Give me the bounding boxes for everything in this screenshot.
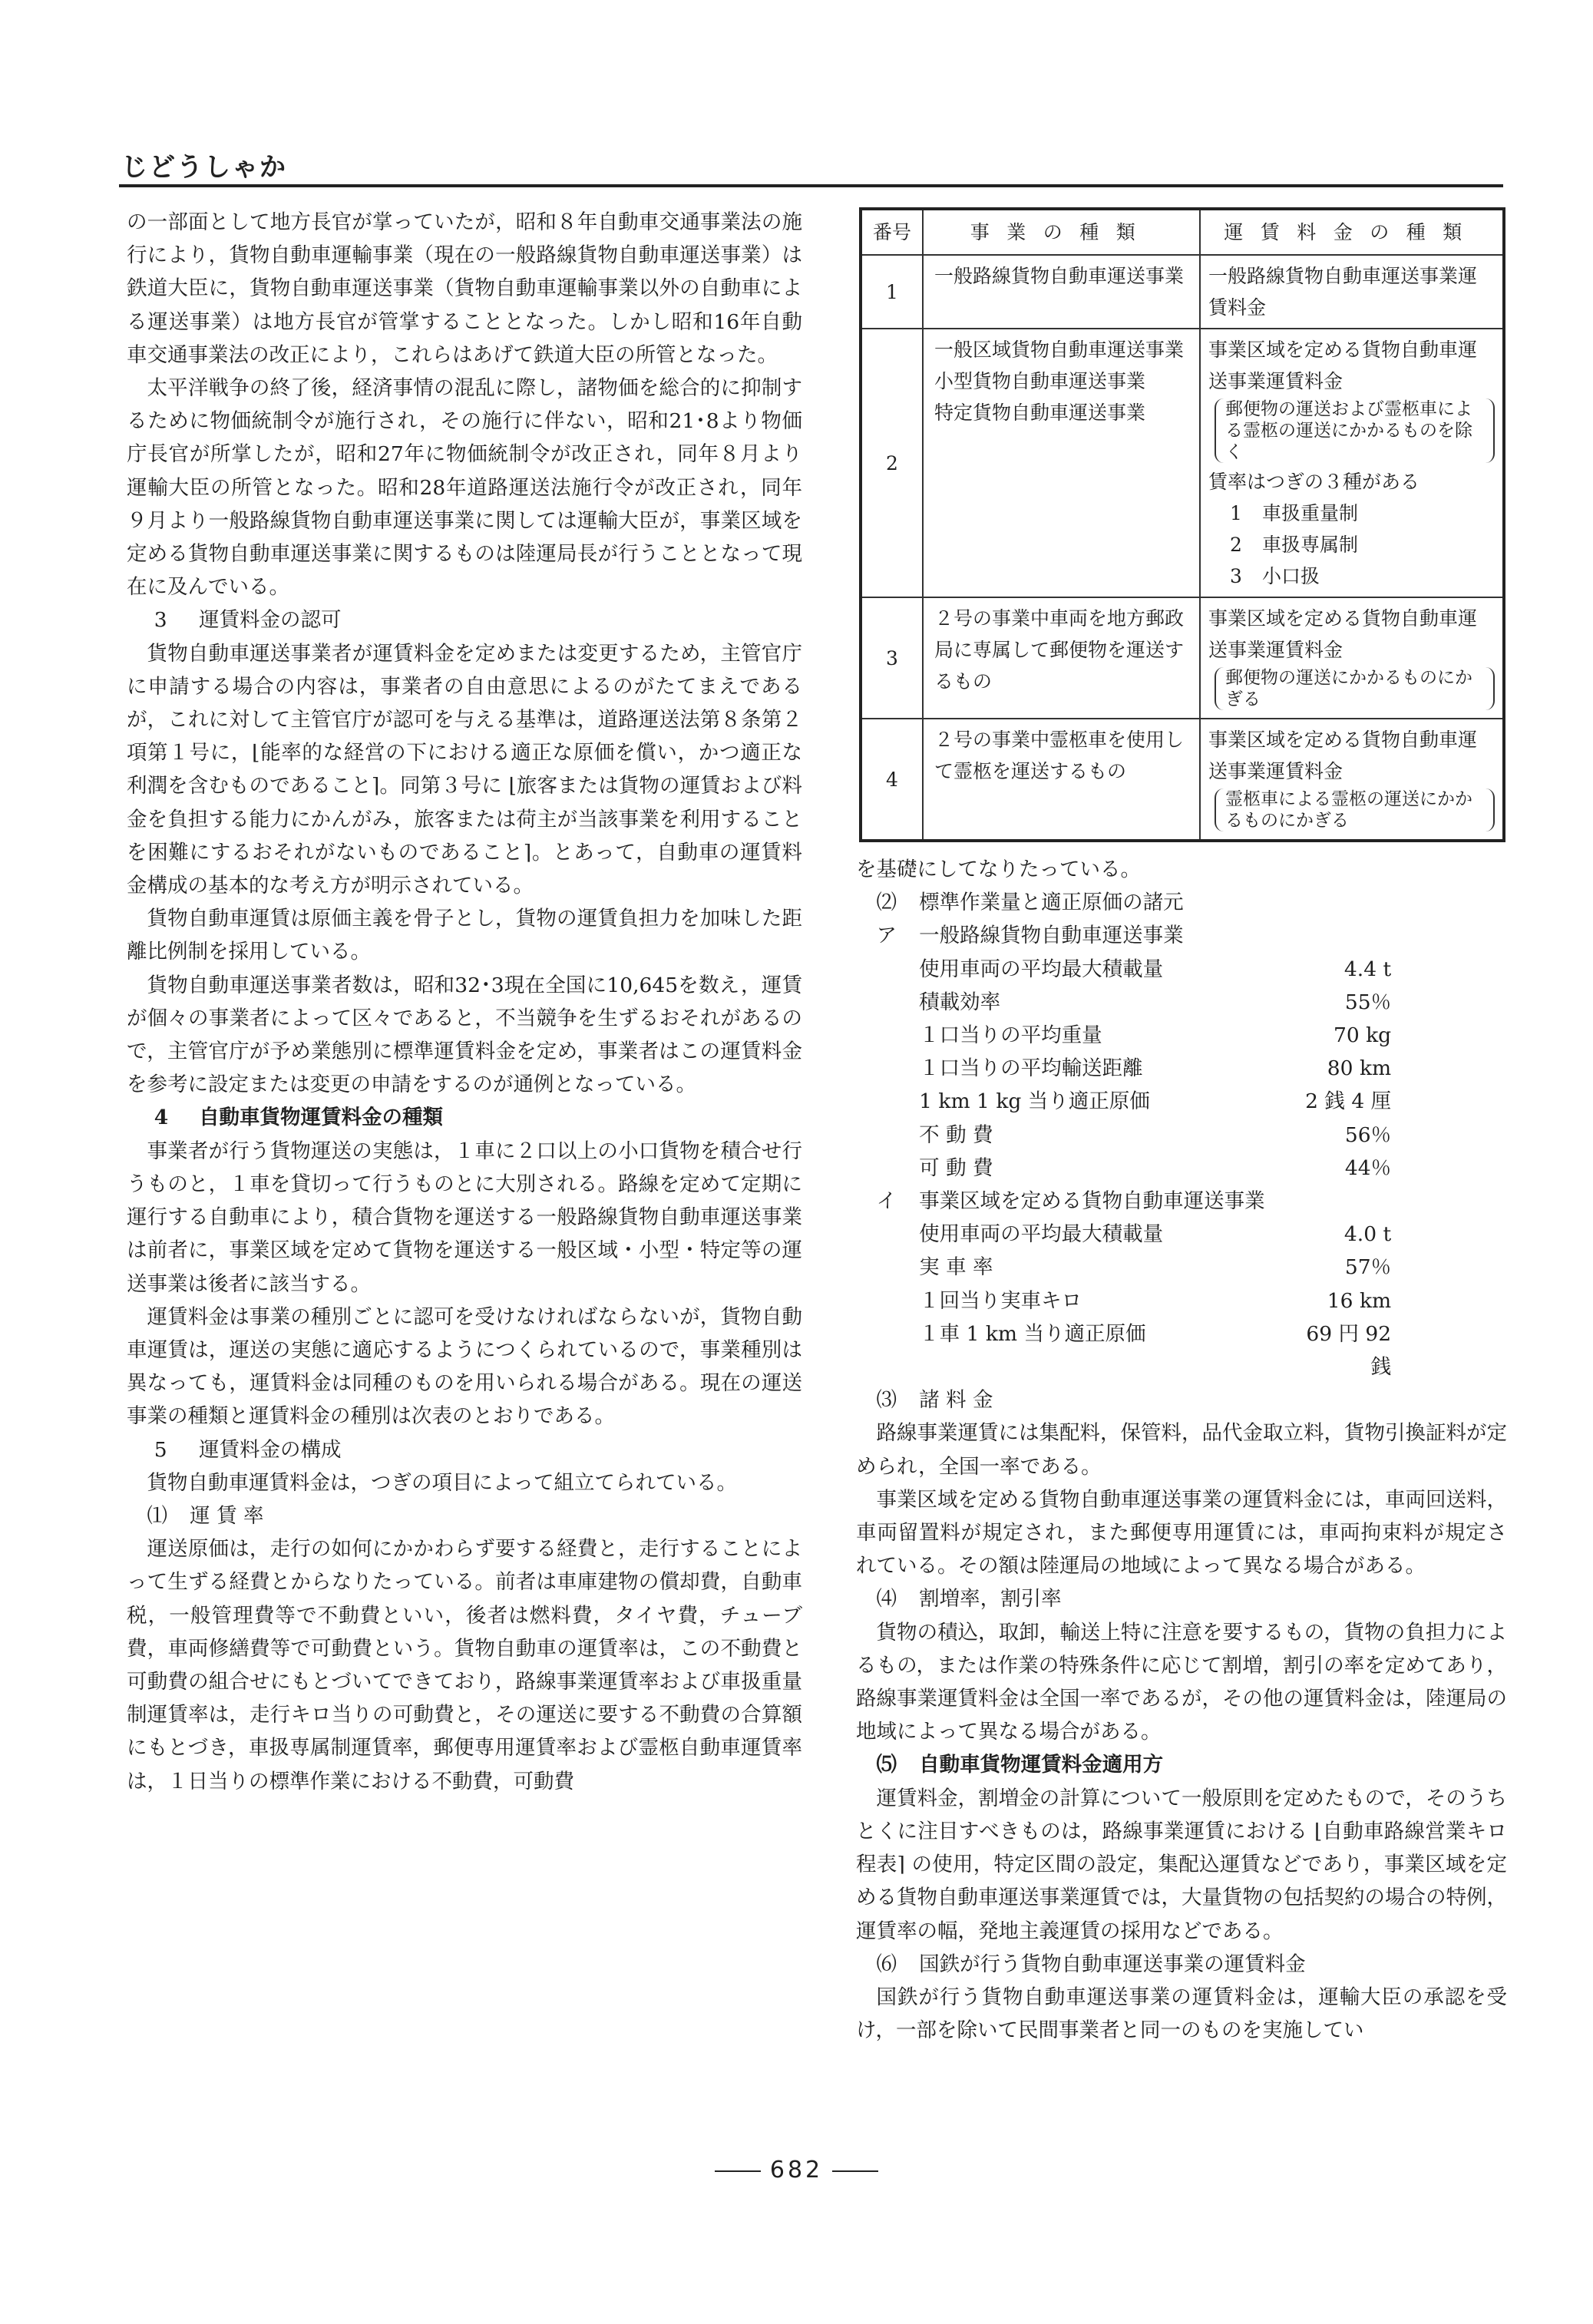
spec-row xyxy=(856,1218,1507,1251)
rate-item xyxy=(1230,529,1495,560)
spec-label: １口当りの平均重量 xyxy=(919,1023,1102,1048)
subsection-title: 諸 料 金 xyxy=(919,1388,993,1413)
paragraph: 国鉄が行う貨物自動車運送事業の運賃料金は，運輸大臣の承認を受け，一部を除いて民間事業者と同一のものを実施してい xyxy=(856,1985,1507,2043)
paragraph: を基礎にしてなりたっている。 xyxy=(856,858,1141,881)
spec-value: 80 km xyxy=(1327,1056,1392,1081)
section-heading xyxy=(127,603,802,636)
spec-row xyxy=(856,1052,1507,1085)
rates-intro: 賃率はつぎの３種がある xyxy=(1208,471,1420,493)
fare-type: 事業区域を定める貨物自動車運送事業運賃料金 xyxy=(1208,729,1478,782)
spec-value: 16 km xyxy=(1327,1288,1392,1313)
fare-note: 郵便物の運送にかかるものにかぎる xyxy=(1215,667,1495,710)
spec-label: １回当り実車キロ xyxy=(919,1288,1082,1313)
rate-label: 車扱専属制 xyxy=(1262,534,1359,556)
business-type: ２号の事業中車両を地方郵政局に専属して郵便物を運送するもの xyxy=(934,607,1185,693)
paragraph: 貨物自動車運送事業者が運賃料金を定めまたは変更するため，主管官庁に申請する場合の内容は，事業者の自由意思によるのがたてまえであるが，これに対して主管官庁が認可を与える基準は，道路運送法第８条第２項第１号に，⌊能率的な経営の下における適正な原価を償い，かつ適正な利潤を含むものであること⌉。同第３号に ⌊旅客または貨物の運賃および料金を負担する能力にかんがみ，旅客または荷主が当該事業を利用することを困難にするおそれがないものであること⌉。とあって，自動車の運賃料金構成の基本的な考え方が明示されている。 xyxy=(127,641,802,898)
spec-row xyxy=(856,1284,1507,1317)
rate-number: 2 xyxy=(1230,534,1242,556)
subsection-number: ⑶ xyxy=(876,1388,897,1413)
spec-row xyxy=(856,953,1507,986)
item-label: イ xyxy=(876,1189,897,1214)
fare-note: 霊柩車による霊柩の運送にかかるものにかぎる xyxy=(1215,788,1495,831)
rate-label: 小口扱 xyxy=(1262,565,1320,587)
business-type: ２号の事業中霊柩車を使用して霊柩を運送するもの xyxy=(934,729,1185,782)
subsection-number: ⑹ xyxy=(876,1952,897,1976)
running-title: じどうしゃか xyxy=(121,152,287,183)
section-title: 自動車貨物運賃料金の種類 xyxy=(199,1106,444,1130)
business-type: 一般区域貨物自動車運送事業 xyxy=(934,339,1185,361)
page-footer xyxy=(0,2157,1593,2184)
section-heading xyxy=(127,1101,802,1134)
spec-row xyxy=(856,1251,1507,1284)
spec-label: 1 km 1 kg 当り適正原価 xyxy=(919,1089,1150,1114)
spec-label: １車 1 km 当り適正原価 xyxy=(919,1321,1146,1346)
fare-type: 一般路線貨物自動車運送事業運賃料金 xyxy=(1208,265,1478,319)
section-heading xyxy=(127,1433,802,1466)
row-number: 1 xyxy=(861,255,923,329)
subsection-number: ⑷ xyxy=(876,1587,897,1612)
spec-row xyxy=(856,1085,1507,1118)
paragraph: 貨物自動車運送事業者数は，昭和32･3現在全国に10,645を数え，運賃が個々の事業者によって区々であると，不当競争を生ずるおそれがあるので，主管官庁が予め業態別に標準運賃料金を定め，事業者はこの運賃料金を参考に設定または変更の申請をするのが通例となっている。 xyxy=(127,973,802,1097)
subsection-heading xyxy=(856,886,1507,919)
business-type-cell xyxy=(923,255,1200,329)
business-type-cell xyxy=(923,719,1200,841)
column-header-business-type: 事業の種類 xyxy=(923,209,1200,255)
paragraph: 事業区域を定める貨物自動車運送事業の運賃料金には，車両回送料，車両留置料が規定され，また郵便専用運賃には，車両拘束料が規定されている。その額は陸運局の地域によって異なる場合がある。 xyxy=(856,1487,1507,1579)
subsection-number: ⑸ xyxy=(876,1753,897,1777)
spec-label: 可 動 費 xyxy=(919,1155,993,1180)
item-label: ア xyxy=(876,924,897,948)
fare-type-cell xyxy=(1200,597,1504,719)
spec-label: 不 動 費 xyxy=(919,1122,993,1147)
subsection-title: 自動車貨物運賃料金適用方 xyxy=(919,1753,1164,1777)
paragraph: 貨物自動車運賃は原価主義を骨子とし，貨物の運賃負担力を加味した距離比例制を採用している。 xyxy=(127,907,802,964)
spec-value: 57％ xyxy=(1344,1255,1392,1280)
spec-label: 使用車両の平均最大積載量 xyxy=(919,957,1164,981)
item-title: 一般路線貨物自動車運送事業 xyxy=(919,924,1184,948)
spec-value: 44％ xyxy=(1344,1155,1392,1180)
business-type: 小型貨物自動車運送事業 xyxy=(934,370,1146,392)
row-number: 3 xyxy=(861,597,923,719)
spec-row xyxy=(856,1119,1507,1152)
business-type-cell xyxy=(923,597,1200,719)
spec-label: １口当りの平均輸送距離 xyxy=(919,1056,1143,1081)
item-heading xyxy=(856,919,1507,952)
dash-rule xyxy=(832,2170,878,2172)
subsection-heading xyxy=(127,1499,802,1532)
paragraph: 運賃料金，割増金の計算について一般原則を定めたもので，そのうちとくに注目すべきものは，路線事業運賃における ⌊自動車路線営業キロ程表⌉ の使用，特定区間の設定，集配込運賃などであり，事業区域を定める貨物自動車運送事業運賃では，大量貨物の包括契約の場合の特例，運賃率の幅，発地主義運賃の採用などである。 xyxy=(856,1786,1507,1943)
subsection-heading xyxy=(856,1748,1507,1781)
spec-value: 55％ xyxy=(1344,990,1392,1014)
section-number: 3 xyxy=(154,608,167,633)
subsection-number: ⑴ xyxy=(147,1503,167,1528)
subsection-heading xyxy=(856,1383,1507,1417)
section-number: 4 xyxy=(154,1106,169,1130)
subsection-heading xyxy=(856,1582,1507,1615)
page-number: 682 xyxy=(769,2157,824,2184)
table-row xyxy=(861,255,1504,329)
spec-value: 4.0 t xyxy=(1343,1222,1392,1247)
spec-value: 2 銭 4 厘 xyxy=(1305,1089,1392,1114)
rate-item xyxy=(1230,498,1495,529)
fare-type-cell xyxy=(1200,329,1504,597)
subsection-title: 国鉄が行う貨物自動車運送事業の運賃料金 xyxy=(919,1952,1306,1976)
header-rule xyxy=(119,184,1503,187)
fare-types-table xyxy=(859,207,1505,842)
section-title: 運賃料金の構成 xyxy=(199,1437,342,1462)
paragraph: 路線事業運賃には集配料，保管料，品代金取立料，貨物引換証料が定められ，全国一率である。 xyxy=(856,1421,1507,1479)
subsection-title: 運 賃 率 xyxy=(190,1503,264,1528)
dash-rule xyxy=(715,2170,761,2172)
column-header-number: 番号 xyxy=(861,209,923,255)
row-number: 2 xyxy=(861,329,923,597)
item-heading xyxy=(856,1185,1507,1218)
column-header-fare-type: 運賃料金の種類 xyxy=(1200,209,1504,255)
paragraph: 運送原価は，走行の如何にかかわらず要する経費と，走行することによって生ずる経費とからなりたっている。前者は車庫建物の償却費，自動車税，一般管理費等で不動費といい，後者は燃料費，タイヤ費，チューブ費，車両修繕費等で可動費という。貨物自動車の運賃率は，この不動費と可動費の組合せにもとづいてできており，路線事業運賃率および車扱重量制運賃率は，走行キロ当りの可動費と，その運送に要する不動費の合算額にもとづき，車扱専属制運賃率，郵便専用運賃率および霊柩自動車運賃率は，１日当りの標準作業における不動費，可動費 xyxy=(127,1537,802,1793)
spec-value: 70 kg xyxy=(1333,1023,1392,1048)
fare-type: 事業区域を定める貨物自動車運送事業運賃料金 xyxy=(1208,339,1478,392)
table-row xyxy=(861,719,1504,841)
section-title: 運賃料金の認可 xyxy=(199,608,342,633)
rate-number: 3 xyxy=(1230,565,1242,587)
business-type: 特定貨物自動車運送事業 xyxy=(934,402,1146,424)
spec-value: 4.4 t xyxy=(1343,957,1392,981)
section-number: 5 xyxy=(154,1437,167,1462)
spec-row xyxy=(856,1019,1507,1052)
spec-label: 使用車両の平均最大積載量 xyxy=(919,1222,1164,1247)
paragraph: の一部面として地方長官が掌っていたが，昭和８年自動車交通事業法の施行により，貨物自動車運輸事業（現在の一般路線貨物自動車運送事業）は鉄道大臣に，貨物自動車運送事業（貨物自動車運輸事業以外の自動車による運送事業）は地方長官が管掌することとなった。しかし昭和16年自動車交通事業法の改正により，これらはあげて鉄道大臣の所管となった。 xyxy=(127,210,802,367)
business-type-cell xyxy=(923,329,1200,597)
spec-list-i xyxy=(856,1218,1507,1383)
spec-value: 69 円 92 銭 xyxy=(1306,1321,1392,1380)
spec-list-a xyxy=(856,953,1507,1185)
spec-row xyxy=(856,986,1507,1019)
fare-type-cell xyxy=(1200,719,1504,841)
spec-label: 積載効率 xyxy=(919,990,1001,1014)
subsection-title: 標準作業量と適正原価の諸元 xyxy=(919,891,1184,915)
paragraph: 貨物自動車運賃料金は，つぎの項目によって組立てられている。 xyxy=(147,1470,737,1495)
business-type: 一般路線貨物自動車運送事業 xyxy=(934,265,1185,287)
fare-type-cell xyxy=(1200,255,1504,329)
rate-label: 車扱重量制 xyxy=(1262,502,1359,524)
spec-label: 実 車 率 xyxy=(919,1255,993,1280)
paragraph: 事業者が行う貨物運送の実態は，１車に２口以上の小口貨物を積合せ行うものと，１車を貸切って行うものとに大別される。路線を定めて定期に運行する自動車により，積合貨物を運送する一般路線貨物自動車運送事業は前者に，事業区域を定めて貨物を運送する一般区域・小型・特定等の運送事業は後者に該当する。 xyxy=(127,1139,802,1296)
paragraph: 運賃料金は事業の種別ごとに認可を受けなければならないが，貨物自動車運賃は，運送の実態に適応するようにつくられているので，事業種別は異なっても，運賃料金は同種のものを用いられる場合がある。現在の運送事業の種類と運賃料金の種別は次表のとおりである。 xyxy=(127,1304,802,1429)
right-column xyxy=(856,206,1507,2047)
paragraph: 貨物の積込，取卸，輸送上特に注意を要するもの，貨物の負担力によるもの，または作業の特殊条件に応じて割増，割引の率を定めてあり，路線事業運賃料金は全国一率であるが，その他の運賃料金は，陸運局の地域によって異なる場合がある。 xyxy=(856,1620,1507,1744)
subsection-number: ⑵ xyxy=(876,891,897,915)
subsection-heading xyxy=(856,1948,1507,1981)
table-header-row xyxy=(861,209,1504,255)
rate-number: 1 xyxy=(1230,502,1242,524)
rate-item xyxy=(1230,560,1495,592)
spec-row xyxy=(856,1317,1507,1383)
spec-row xyxy=(856,1152,1507,1185)
item-title: 事業区域を定める貨物自動車運送事業 xyxy=(919,1189,1265,1214)
row-number: 4 xyxy=(861,719,923,841)
fare-type: 事業区域を定める貨物自動車運送事業運賃料金 xyxy=(1208,607,1478,661)
rate-list xyxy=(1208,498,1495,592)
fare-note: 郵便物の運送および霊柩車による霊柩の運送にかかるものを除く xyxy=(1215,398,1495,463)
paragraph: 太平洋戦争の終了後，経済事情の混乱に際し，諸物価を総合的に抑制するために物価統制令が施行され，その施行に伴ない，昭和21･8より物価庁長官が所掌したが，昭和27年に物価統制令が改正され，同年８月より運輸大臣の所管となった。昭和28年道路運送法施行令が改正され，同年９月より一般路線貨物自動車運送事業に関しては運輸大臣が，事業区域を定める貨物自動車運送事業に関するものは陸運局長が行うこととなって現在に及んでいる。 xyxy=(127,376,802,600)
table-row xyxy=(861,597,1504,719)
spec-value: 56％ xyxy=(1344,1122,1392,1147)
left-column xyxy=(127,206,802,1798)
table-row xyxy=(861,329,1504,597)
subsection-title: 割増率，割引率 xyxy=(919,1587,1062,1612)
